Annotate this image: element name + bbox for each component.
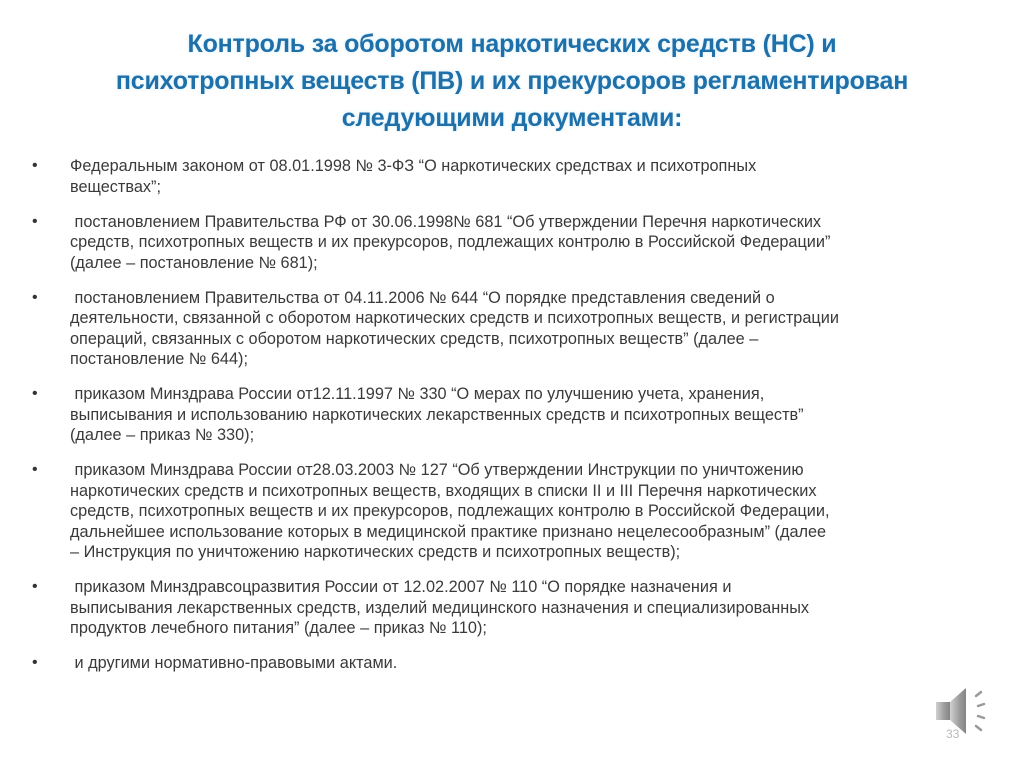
- text-line: средств, психотропных веществ и их прекурсоров, подлежащих контролю в Российской Федерации”: [70, 233, 831, 251]
- list-item: [30, 384, 995, 446]
- text-line: операций, связанных с оборотом наркотических средств, психотропных веществ” (далее –: [70, 329, 759, 348]
- text-line: – Инструкция по уничтожению наркотических средств и психотропных веществ);: [70, 543, 681, 561]
- text-line: приказом Минздравсоцразвития России от 12.02.2007 № 110 “О порядке назначения и: [70, 578, 732, 596]
- bullet: •: [32, 288, 38, 306]
- list-item-text: [70, 653, 995, 674]
- text-line: постановлением Правительства от 04.11.2006 № 644 “О порядке представления сведений о: [70, 288, 775, 307]
- text-line: постановлением Правительства РФ от 30.06.1998№ 681 “Об утверждении Перечня наркотических: [70, 212, 822, 231]
- text-line: постановление № 644);: [70, 350, 248, 368]
- text-line: Федеральным законом от 08.01.1998 № 3-ФЗ “О наркотических средствах и психотропных: [70, 157, 757, 175]
- list-item-text: [70, 288, 995, 370]
- title-line: Контроль за оборотом наркотических средств (НС) и: [187, 30, 837, 58]
- page-number: 33: [946, 727, 960, 741]
- text-line: веществах”;: [70, 177, 161, 196]
- bullet: •: [32, 385, 38, 402]
- text-line: выписывания лекарственных средств, изделий медицинского назначения и специализированных: [70, 598, 810, 617]
- list-item-text: [70, 156, 995, 197]
- text-line: выписывания и использованию наркотических лекарственных средств и психотропных веществ”: [70, 405, 804, 424]
- title-line: психотропных веществ (ПВ) и их прекурсоров регламентирован: [115, 67, 909, 95]
- text-line: приказом Минздрава России от28.03.2003 № 127 “Об утверждении Инструкции по уничтожению: [70, 461, 804, 479]
- text-line: приказом Минздрава России от12.11.1997 № 330 “О мерах по улучшению учета, хранения,: [70, 385, 765, 403]
- text-line: наркотических средств и психотропных веществ, входящих в списки II и III Перечня наркотических: [70, 481, 817, 500]
- list-item-text: [70, 384, 995, 446]
- text-line: (далее – постановление № 681);: [70, 253, 318, 272]
- bullet: •: [32, 461, 38, 478]
- list-item-text: [70, 577, 995, 639]
- title-line: следующими документами:: [341, 104, 683, 132]
- text-line: и другими нормативно-правовыми актами.: [70, 654, 398, 672]
- list-item: [30, 156, 995, 197]
- list-item-text: [70, 460, 995, 563]
- list-item: [30, 288, 995, 370]
- list-item: [30, 653, 995, 674]
- text-line: дальнейшее использование которых в медицинской практике признано нецелесообразным” (далее: [70, 522, 827, 541]
- speaker-icon[interactable]: [932, 682, 1002, 742]
- list-item: [30, 212, 995, 274]
- list-item: [30, 577, 995, 639]
- bullet: •: [32, 578, 38, 595]
- text-line: деятельности, связанной с оборотом наркотических средств и психотропных веществ, и регистрации: [70, 309, 839, 327]
- bullet: •: [32, 212, 38, 230]
- bullet: •: [32, 157, 38, 174]
- text-line: средств, психотропных веществ и их прекурсоров, подлежащих контролю в Российской Федерации,: [70, 502, 830, 520]
- text-line: (далее – приказ № 330);: [70, 426, 255, 444]
- document-list: [30, 156, 995, 688]
- list-item-text: [70, 212, 995, 274]
- text-line: продуктов лечебного питания” (далее – приказ № 110);: [70, 619, 487, 637]
- slide-title: [40, 26, 984, 137]
- list-item: [30, 460, 995, 563]
- bullet: •: [32, 654, 38, 671]
